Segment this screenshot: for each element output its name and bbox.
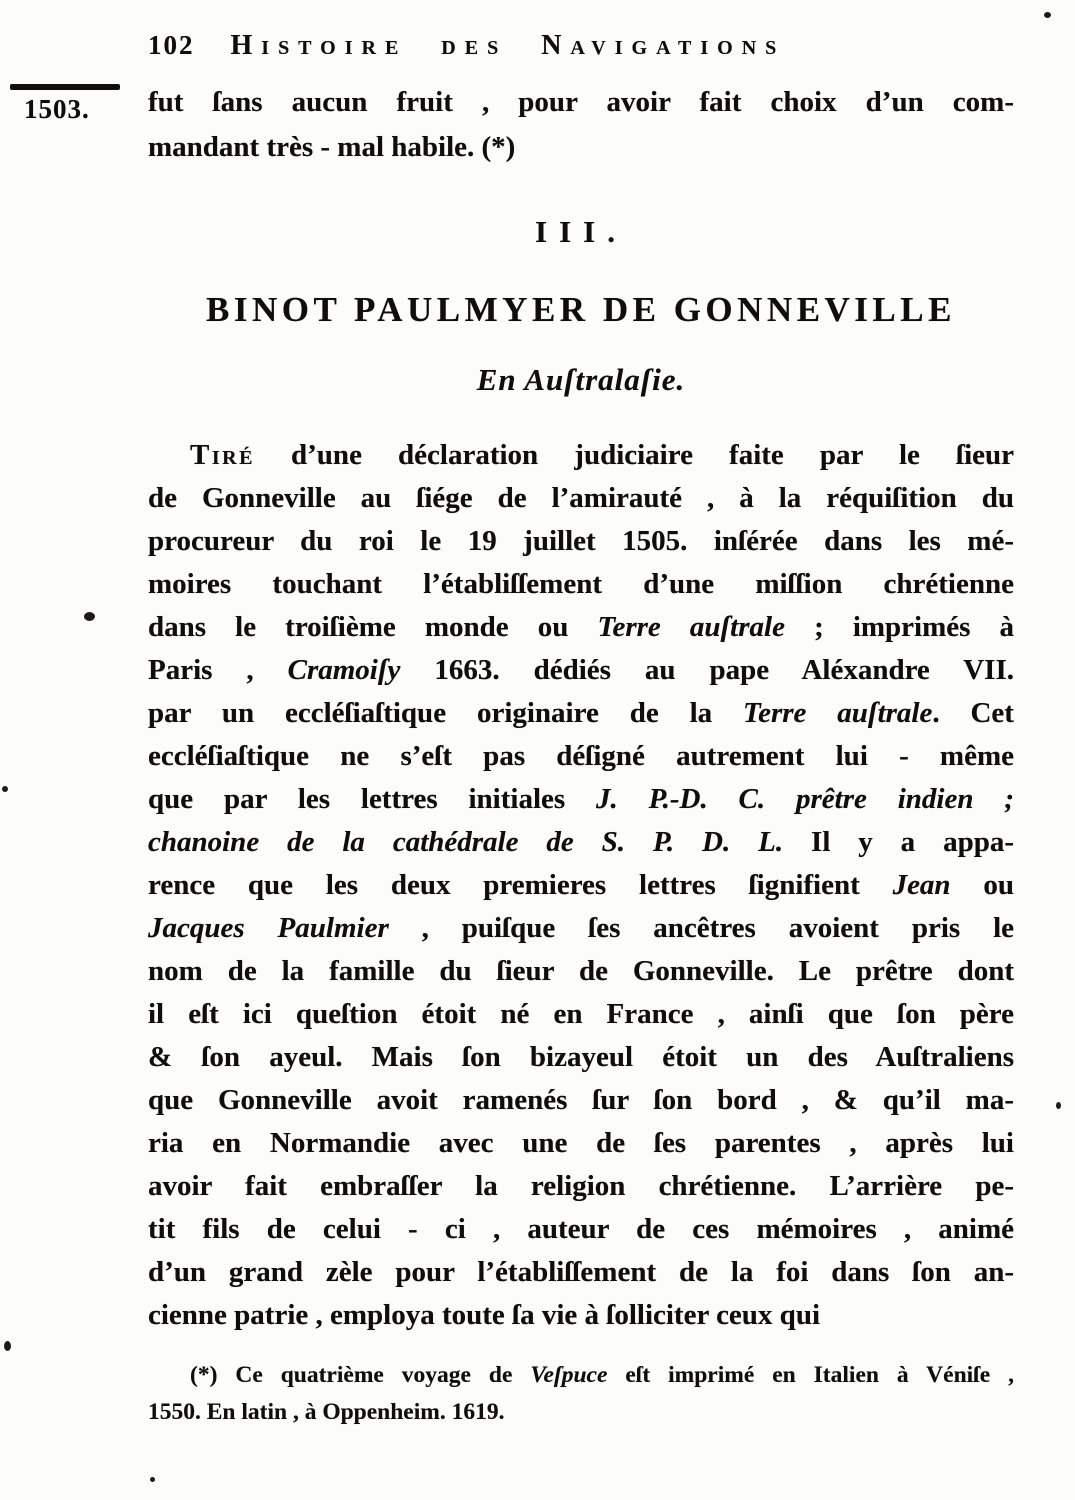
text-line: dans le troiſième monde ou Terre auſtrale ; imprimés à [148,611,1014,643]
chapter-subtitle: En Auſtralaſie. [476,362,686,397]
section-number: III. [535,214,627,249]
scan-speck [2,786,8,792]
running-header [148,0,1014,62]
text-line: tit fils de celui - ci , auteur de ces mémoires , animé [148,1213,1014,1245]
text-line: (*) Ce quatrième voyage de Veſpuce eſt imprimé en Italien à Véniſe , [190,1362,1014,1388]
text-line: & ſon ayeul. Mais ſon bizayeul étoit un des Auſtraliens [148,1041,1014,1073]
scan-speck [84,612,95,621]
scan-speck [1044,12,1051,18]
page-number: 102 [148,30,195,60]
intro-paragraph [148,80,1014,170]
running-head-title: Histoire des Navigations [230,30,786,61]
text-line: que Gonneville avoit ramenés ſur ſon bord , & qu’il ma- [148,1084,1014,1116]
text-line: procureur du roi le 19 juillet 1505. inſérée dans les mé- [148,525,1014,557]
scan-speck [150,1477,155,1482]
text-line: avoir fait embraſſer la religion chrétienne. L’arrière pe- [148,1170,1014,1202]
text-line: Tiré d’une déclaration judiciaire faite par le ſieur [190,439,1014,471]
text-line: rence que les deux premieres lettres ſignifient Jean ou [148,869,1014,901]
chapter-title: BINOT PAULMYER DE GONNEVILLE [206,290,956,329]
text-line: 1550. En latin , à Oppenheim. 1619. [148,1399,505,1425]
scan-speck [1056,1102,1061,1109]
text-line: chanoine de la cathédrale de S. P. D. L. Il y a appa- [148,826,1014,858]
text-line: Jacques Paulmier , puiſque ſes ancêtres avoient pris le [148,912,1014,944]
text-line: cienne patrie , employa toute ſa vie à ſolliciter ceux qui [148,1299,820,1331]
text-line: nom de la famille du ſieur de Gonneville. Le prêtre dont [148,955,1014,987]
text-line: moires touchant l’établiſſement d’une miſſion chrétienne [148,568,1014,600]
body-paragraph [148,434,1014,1337]
text-line: ria en Normandie avec une de ſes parentes , après lui [148,1127,1014,1159]
text-line: eccléſiaſtique ne s’eſt pas déſigné autrement lui - même [148,740,1014,772]
text-column [148,0,1014,1431]
text-line: mandant très - mal habile. (*) [148,131,516,163]
text-line: fut ſans aucun fruit , pour avoir fait choix d’un com- [148,86,1014,118]
margin-rule [10,84,120,90]
margin-year: 1503. [24,94,90,124]
text-line: de Gonneville au ſiége de l’amirauté , à la réquiſition du [148,482,1014,514]
text-line: par un eccléſiaſtique originaire de la Terre auſtrale. Cet [148,697,1014,729]
scan-speck [4,1341,11,1351]
text-line: Paris , Cramoiſy 1663. dédiés au pape Aléxandre VII. [148,654,1014,686]
text-line: que par les lettres initiales J. P.-D. C. prêtre indien ; [148,783,1014,815]
text-line: il eſt ici queſtion étoit né en France , ainſi que ſon père [148,998,1014,1030]
footnote [148,1357,1014,1431]
text-line: d’un grand zèle pour l’établiſſement de la foi dans ſon an- [148,1256,1014,1288]
